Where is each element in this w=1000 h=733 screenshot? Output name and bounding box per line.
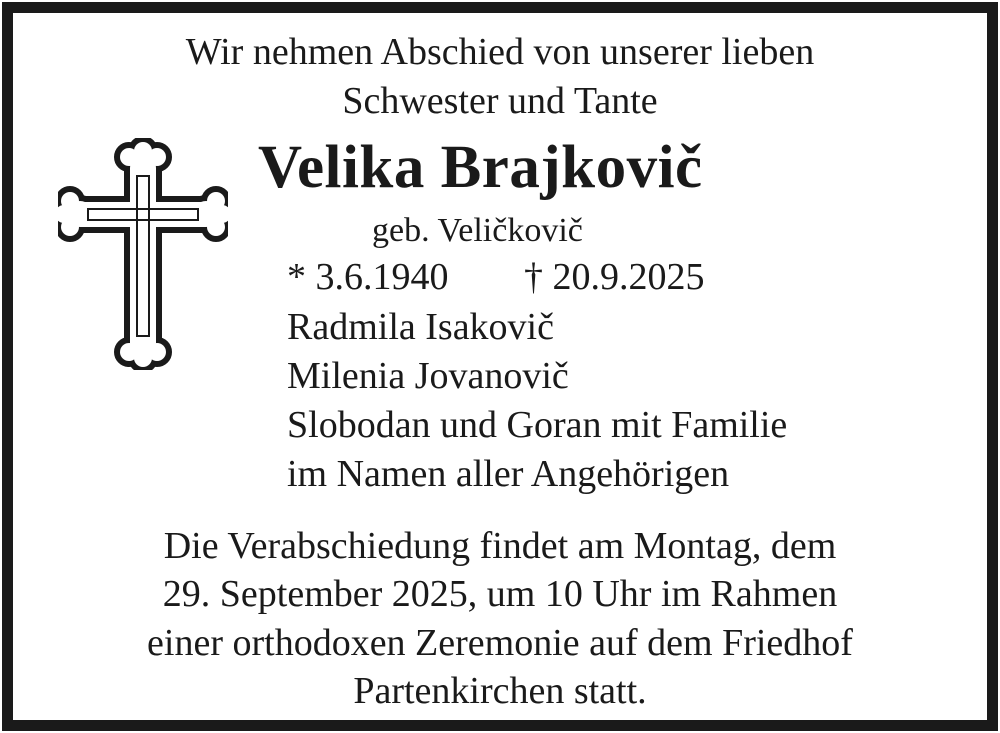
service-line: Partenkirchen statt.	[353, 670, 647, 712]
mourner-line: Radmila Isakovič	[287, 306, 554, 348]
service-line: einer orthodoxen Zeremonie auf dem Friedhof	[147, 622, 853, 664]
service-line: 29. September 2025, um 10 Uhr im Rahmen	[162, 573, 838, 615]
birth-date: * 3.6.1940	[287, 256, 449, 298]
mourner-line: Milenia Jovanovič	[287, 355, 569, 397]
intro-line-2: Schwester und Tante	[342, 80, 658, 122]
service-line: Die Verabschiedung findet am Montag, dem	[163, 525, 837, 567]
death-date: † 20.9.2025	[524, 256, 705, 298]
cross-icon	[58, 138, 228, 370]
maiden-name: geb. Veličkovič	[372, 212, 583, 249]
mourner-line: Slobodan und Goran mit Familie	[287, 404, 788, 446]
deceased-name: Velika Brajkovič	[258, 134, 703, 201]
mourner-line: im Namen aller Angehörigen	[287, 453, 730, 495]
intro-line-1: Wir nehmen Abschied von unserer lieben	[185, 31, 815, 73]
